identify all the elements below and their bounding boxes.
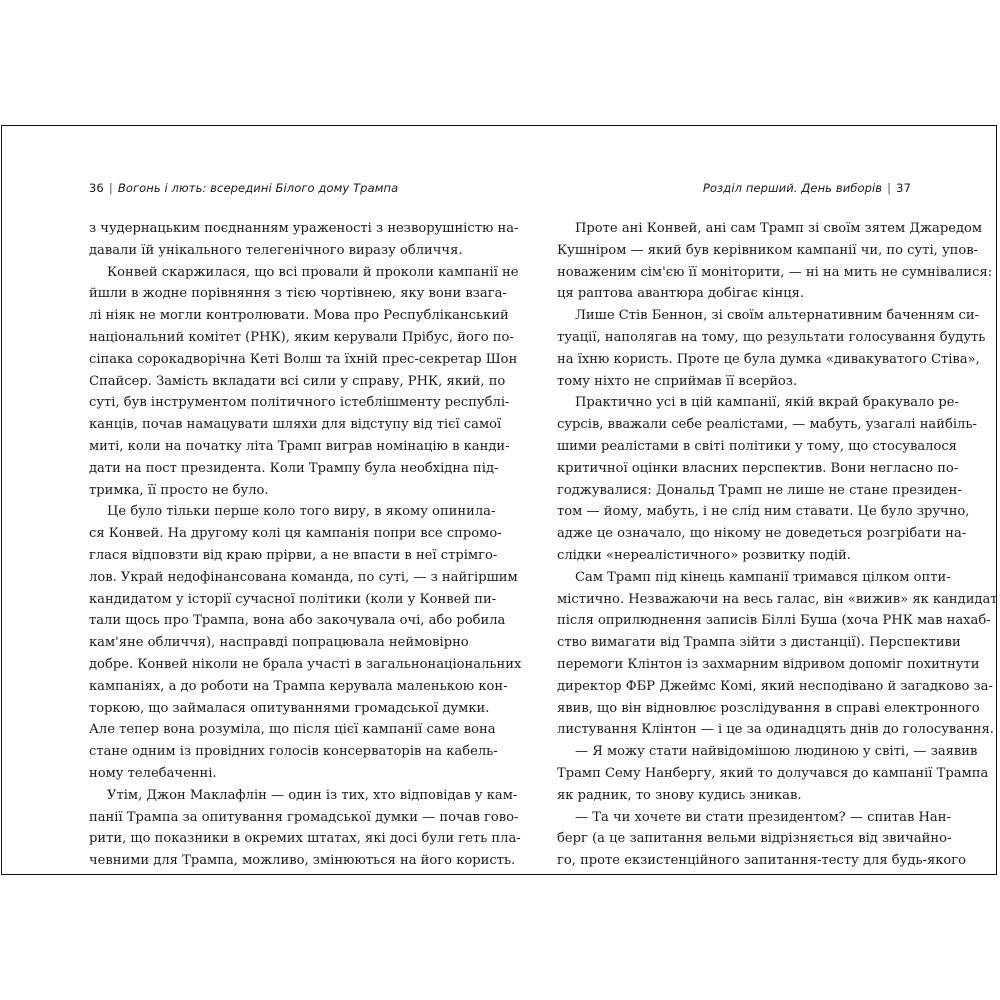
text-line: критичної оцінки власних перспектив. Вони негласно по-: [557, 460, 959, 476]
running-title-left: Вогонь і лють: всередині Білого дому Трампа: [117, 181, 399, 195]
text-line: Але тепер вона розуміла, що після цієї кампанії саме вона: [89, 722, 496, 738]
text-line: національний комітет (РНК), яким керували Прібус, його по-: [89, 329, 514, 345]
running-head-separator: |: [887, 181, 892, 195]
text-line: суті, був інструментом політичного істеблішменту республі-: [89, 395, 510, 411]
text-line: кам'яне обличчя), насправді попрацювала неймовірно: [89, 635, 469, 651]
text-line: тримка, її просто не було.: [89, 482, 269, 498]
text-line: йшли в жодне порівняння з тією чортівнею, яку вони взага-: [89, 286, 507, 302]
text-line: чевними для Трампа, можливо, змінюються на його користь.: [89, 853, 516, 869]
text-line: як радник, то знову кудись зникав.: [557, 787, 802, 803]
running-head-left: [89, 181, 451, 195]
text-line: тали щось про Трампа, вона або закочувала очі, або робила: [89, 613, 506, 629]
text-line: дати на пост президента. Коли Трампу була необхідна під-: [89, 460, 499, 476]
text-line: Конвей скаржилася, що всі провали й проколи кампанії не: [107, 264, 519, 280]
book-spread: [1, 125, 997, 875]
text-line: ство вимагати від Трампа зійти з дистанції). Перспективи: [557, 635, 961, 651]
page-number-left: 36: [89, 181, 104, 195]
text-line: сурсів, вважали себе реалістами, — мабуть, узагалі найбіль-: [557, 417, 977, 433]
text-line: шими реалістами в світі політики у тому, що стосувалося: [557, 438, 957, 454]
text-line: кампаніях, а до роботи на Трампа керувала маленькою кон-: [89, 678, 508, 694]
text-line: після оприлюднення записів Біллі Буша (хоча РНК мав нахаб-: [557, 613, 991, 629]
text-line: Проте ані Конвей, ані сам Трамп зі своїм зятем Джаредом: [575, 221, 983, 236]
text-line: з чудернацьким поєднанням ураженості з незворушністю на-: [89, 221, 519, 236]
text-line: том — йому, мабуть, і не слід ним ставати. Це було зручно,: [557, 504, 970, 520]
right-page: [557, 126, 998, 874]
text-line: лов. Украй недофінансована команда, по суті, — з найгіршим: [89, 569, 518, 585]
text-line: годжувалися: Дональд Трамп не лише не стане президен-: [557, 482, 962, 498]
text-line: Сам Трамп під кінець кампанії тримався цілком опти-: [575, 569, 951, 585]
text-line: новаженим сім'єю її моніторити, — ні на мить не сумнівалися:: [557, 264, 993, 280]
text-line: глася відповзти від краю прірви, а не впасти в неї стрімго-: [89, 547, 498, 563]
text-line: Лише Стів Беннон, зі своїм альтернативним баченням си-: [575, 308, 980, 324]
text-line: — Я можу стати найвідомішою людиною у світі, — заявив: [575, 744, 978, 760]
text-line: слідки «нереалістичного» розвитку подій.: [557, 547, 851, 563]
left-page: [89, 126, 522, 874]
text-line: миті, коли на початку літа Трамп виграв номінацію в канди-: [89, 438, 510, 454]
text-line: Спайсер. Замість вкладати всі сили у справу, РНК, який, по: [89, 373, 506, 389]
text-line: адже це означало, що нікому не доведеться розгрібати на-: [557, 526, 967, 542]
text-line: Кушніром — який був керівником кампанії чи, по суті, упов-: [557, 242, 979, 258]
text-line: добре. Конвей ніколи не брала участі в загальнонаціональних: [89, 656, 522, 672]
text-line: кандидатом у історії сучасної політики (коли у Конвей пи-: [89, 591, 497, 607]
text-line: торкою, що займалася опитуваннями громадської думки.: [89, 700, 490, 716]
text-line: ся Конвей. На другому колі ця кампанія попри все спромо-: [89, 526, 502, 542]
text-line: Практично усі в цій кампанії, якій вкрай бракувало ре-: [575, 395, 959, 411]
text-line: листування Клінтон — і це за одинадцять днів до голосування.: [557, 722, 994, 738]
text-line: перемоги Клінтон із захмарним відривом допоміг похитнути: [557, 656, 980, 672]
text-line: явив, що він відновлює розслідування в справі електронного: [557, 700, 980, 716]
text-line: рити, що показники в окремих штатах, які досі були геть пла-: [89, 831, 521, 847]
running-title-right: Розділ перший. День виборів: [702, 181, 883, 195]
text-line: туації, наполягав на тому, що результати голосування будуть: [557, 329, 986, 345]
running-head-right: [557, 181, 911, 195]
right-page-body: [557, 218, 998, 872]
text-line: стане одним із провідних голосів консерваторів на кабель-: [89, 744, 498, 760]
text-line: берг (а це запитання вельми відрізняється від звичайно-: [557, 831, 952, 847]
running-head-separator: |: [108, 181, 113, 195]
text-line: тому ніхто не сприймав її всерйоз.: [557, 373, 798, 389]
text-line: на їхню користь. Проте це була думка «дивакуватого Стіва»,: [557, 351, 980, 367]
text-line: Трамп Сему Нанбергу, який то долучався до кампанії Трампа: [557, 765, 989, 781]
text-line: сіпака сорокадворічна Кеті Волш та їхній прес-секретар Шон: [89, 351, 518, 367]
page-number-right: 37: [896, 181, 911, 195]
text-line: панії Трампа за опитування громадської думки — почав гово-: [89, 809, 519, 825]
text-line: лі ніяк не могли контролювати. Мова про Республіканський: [89, 308, 509, 324]
text-line: директор ФБР Джеймс Комі, який несподівано й загадково за-: [557, 678, 993, 694]
left-page-body: [89, 218, 522, 872]
text-line: містично. Незважаючи на весь галас, він «вижив» як кандидат: [557, 591, 998, 607]
text-line: Це було тільки перше коло того виру, в якому опинила-: [107, 504, 496, 520]
text-line: ному телебаченні.: [89, 765, 217, 781]
text-line: го, проте екзистенційного запитання-тесту для будь-якого: [557, 853, 967, 869]
text-line: Утім, Джон Маклафлін — один із тих, хто відповідав у кам-: [107, 787, 518, 803]
text-line: канців, почав намацувати шляхи для відступу від тієї самої: [89, 417, 502, 433]
text-line: ця раптова авантюра добігає кінця.: [557, 286, 805, 302]
text-line: давали їй унікального телегенічного виразу обличчя.: [89, 242, 463, 258]
text-line: — Та чи хочете ви стати президентом? — спитав Нан-: [575, 809, 951, 825]
